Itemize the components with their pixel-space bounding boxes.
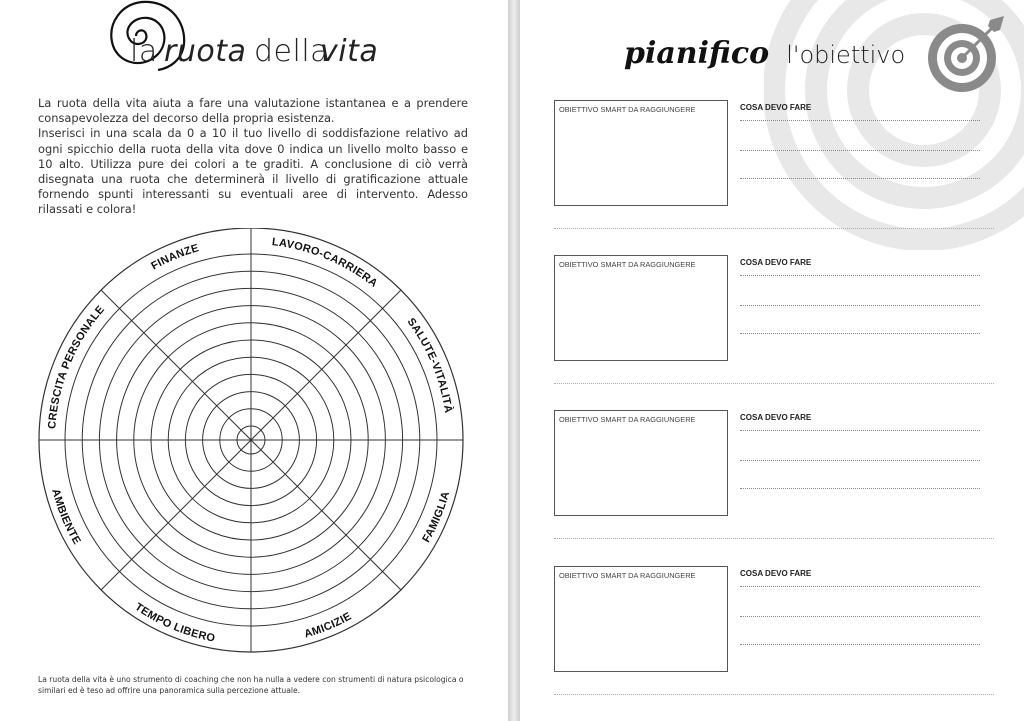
goal-block-2 xyxy=(554,255,994,405)
goal-input-box[interactable] xyxy=(554,255,728,361)
wheel-segment-label: AMBIENTE xyxy=(49,487,83,547)
todo-line[interactable] xyxy=(740,460,980,461)
intro-paragraph-1: La ruota della vita aiuta a fare una valutazione istantanea e a prendere consapevolezza del decorso della propria esistenza. xyxy=(38,96,468,126)
intro-text xyxy=(38,96,468,218)
todo-label: COSA DEVO FARE xyxy=(740,103,812,112)
todo-line[interactable] xyxy=(740,178,980,179)
right-title xyxy=(624,36,905,71)
left-page xyxy=(0,0,508,721)
todo-line[interactable] xyxy=(740,616,980,617)
goal-block-1 xyxy=(554,100,994,250)
todo-line[interactable] xyxy=(740,586,980,587)
todo-label: COSA DEVO FARE xyxy=(740,413,812,422)
dotted-separator xyxy=(554,228,994,229)
goal-input-box[interactable] xyxy=(554,410,728,516)
target-arrow-icon xyxy=(924,12,1008,96)
goal-label: OBIETTIVO SMART DA RAGGIUNGERE xyxy=(559,415,696,424)
goal-input-box[interactable] xyxy=(554,100,728,206)
goal-block-3 xyxy=(554,410,994,560)
title-ruota: ruota xyxy=(164,34,247,69)
dotted-separator xyxy=(554,694,994,695)
goal-label: OBIETTIVO SMART DA RAGGIUNGERE xyxy=(559,571,696,580)
todo-line[interactable] xyxy=(740,150,980,151)
todo-line[interactable] xyxy=(740,430,980,431)
todo-line[interactable] xyxy=(740,333,980,334)
left-title xyxy=(0,0,420,80)
todo-line[interactable] xyxy=(740,275,980,276)
wheel-segment-label: AMICIZIE xyxy=(302,610,354,641)
goal-label: OBIETTIVO SMART DA RAGGIUNGERE xyxy=(559,260,696,269)
title-della: della xyxy=(254,34,330,69)
title-la: la xyxy=(130,34,158,69)
title-obiettivo: l'obiettivo xyxy=(786,41,906,69)
intro-paragraph-2: Inserisci in una scala da 0 a 10 il tuo livello di soddisfazione relativo ad ogni spicchio della ruota della vita dove 0 indica un livello molto basso e 10 alto. Utilizza pure dei colori a te graditi. A conclusione di ciò verrà disegnata una ruota che determinerà il livello di gratificazione attuale fornendo spunti interessanti su eventuali aree di intervento. Adesso rilassati e colora! xyxy=(38,126,468,217)
footnote: La ruota della vita è uno strumento di coaching che non ha nulla a vedere con strumenti di natura psicologica o similari ed è teso ad offrire una panoramica sulla percezione attuale. xyxy=(38,675,464,695)
todo-line[interactable] xyxy=(740,644,980,645)
title-pianifico: pianifico xyxy=(624,36,770,71)
dotted-separator xyxy=(554,383,994,384)
wheel-of-life xyxy=(35,228,467,660)
wheel-segment-label: FINANZE xyxy=(149,242,201,273)
todo-line[interactable] xyxy=(740,488,980,489)
goal-block-4 xyxy=(554,566,994,716)
wheel-segment-label: LAVORO-CARRIERA xyxy=(271,236,380,290)
goal-label: OBIETTIVO SMART DA RAGGIUNGERE xyxy=(559,105,696,114)
wheel-segment-label: TEMPO LIBERO xyxy=(132,601,217,645)
right-page xyxy=(520,0,1024,721)
todo-label: COSA DEVO FARE xyxy=(740,569,812,578)
todo-label: COSA DEVO FARE xyxy=(740,258,812,267)
todo-line[interactable] xyxy=(740,120,980,121)
wheel-segment-label: CRESCITA PERSONALE xyxy=(46,303,108,430)
wheel-segment-label: FAMIGLIA xyxy=(420,489,453,545)
dotted-separator xyxy=(554,538,994,539)
title-vita: vita xyxy=(320,34,379,69)
book-gutter xyxy=(508,0,520,721)
wheel-segment-label: SALUTE-VITALITÀ xyxy=(404,315,455,415)
todo-line[interactable] xyxy=(740,305,980,306)
goal-input-box[interactable] xyxy=(554,566,728,672)
